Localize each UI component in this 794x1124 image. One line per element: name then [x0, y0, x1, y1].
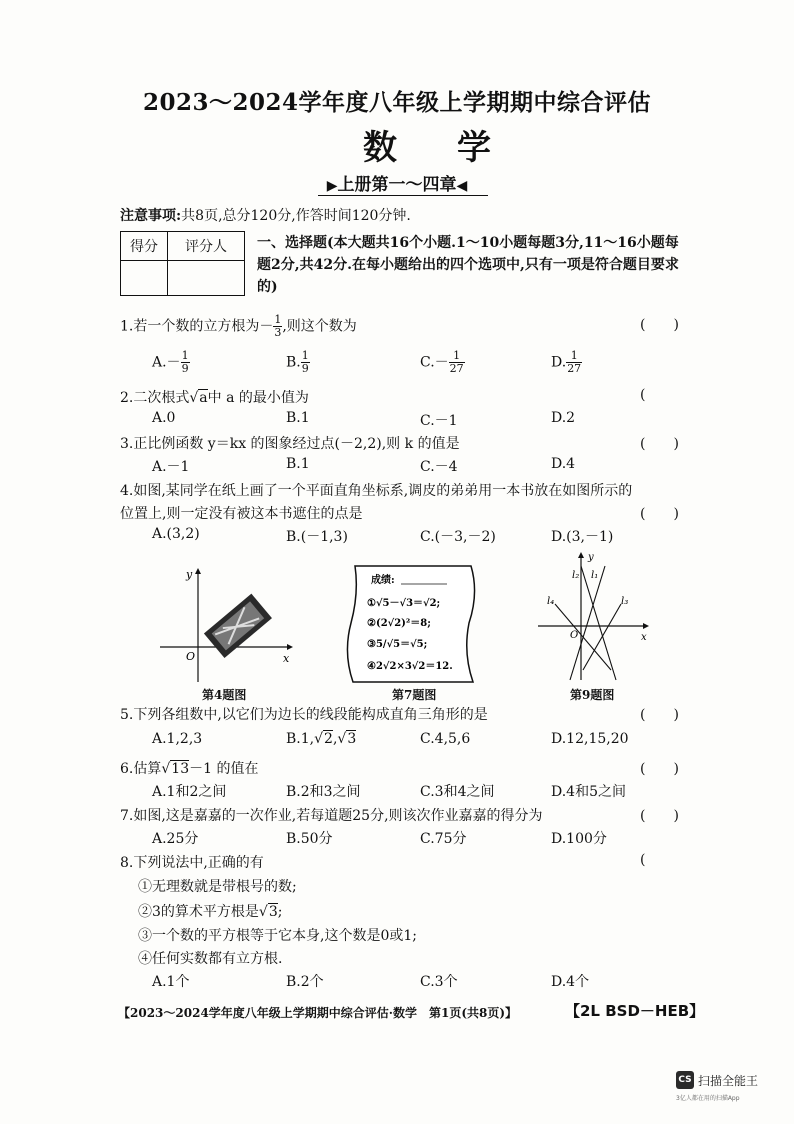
score-header: 得分: [121, 232, 168, 261]
figure-9-caption: 第9题图: [570, 688, 615, 702]
fig7-line-2: ②(2√2)²＝8;: [367, 618, 431, 629]
chapter-scope-label: 上册第一～四章: [337, 175, 457, 195]
fig4-book: [204, 594, 272, 658]
q7-option-b: B.50分: [286, 831, 333, 847]
figure-4-caption: 第4题图: [202, 688, 247, 702]
q1-a-label: A.－: [152, 354, 181, 371]
question-2: 2.二次根式√a中 a 的最小值为: [120, 390, 309, 406]
scope-underline: [318, 195, 488, 196]
q2-option-c: C.－1: [420, 413, 458, 429]
q6-option-c: C.3和4之间: [420, 784, 495, 800]
q5-option-c: C.4,5,6: [420, 731, 471, 747]
q5-b-label: B.1,: [286, 731, 315, 747]
fig9-y-label: y: [588, 552, 594, 563]
q1-d-label: D.: [551, 354, 567, 371]
fig9-x-label: x: [641, 632, 647, 643]
question-8: 8.下列说法中,正确的有: [120, 855, 264, 871]
subject-title: 数学: [363, 128, 551, 168]
q8-statement-1: ①无理数就是带根号的数;: [138, 879, 297, 895]
q6-radicand: 13: [171, 761, 190, 777]
q3-option-c: C.－4: [420, 459, 458, 475]
q6-option-b: B.2和3之间: [286, 784, 361, 800]
q6-option-a: A.1和2之间: [152, 784, 227, 800]
q2-radicand: a: [199, 390, 208, 406]
q7-option-c: C.75分: [420, 831, 467, 847]
q1-fraction: [273, 314, 282, 339]
q1-option-d: [551, 350, 582, 375]
fig9-l2-label: l₂: [572, 570, 580, 581]
q6-stem-a: 6.估算: [120, 761, 162, 777]
notice-label: 注意事项:: [120, 208, 182, 224]
q6-option-d: D.4和5之间: [551, 784, 626, 800]
exam-notice: [120, 205, 411, 225]
q2-option-b: B.1: [286, 410, 310, 426]
fig9-l4-label: l₄: [547, 596, 555, 607]
figure-7: [343, 563, 481, 685]
q1-answer-paren: ( ): [640, 317, 679, 333]
q1-c-num: 1: [449, 350, 465, 363]
q8-option-c: C.3个: [420, 974, 458, 990]
q8-answer-paren: (: [640, 852, 646, 868]
q3-answer-paren: ( ): [640, 436, 679, 452]
q8-s2-a: ②3的算术平方根是: [138, 904, 259, 920]
exam-title: 2023～2024学年度八年级上学期期中综合评估: [142, 89, 652, 116]
q8-option-a: A.1个: [152, 974, 190, 990]
scanner-tagline: 3亿人都在用的扫描App: [676, 1095, 740, 1102]
q1-b-den: 9: [301, 362, 309, 375]
q1-option-c: [420, 350, 465, 375]
fig7-line-4: ④2√2×3√2＝12.: [367, 661, 453, 672]
fig7-title: 成绩:: [371, 575, 395, 586]
q1-a-num: 1: [181, 349, 189, 362]
q6-answer-paren: ( ): [640, 761, 679, 777]
q2-option-d: D.2: [551, 410, 576, 426]
q5-option-b: B.1,√2,√3: [286, 731, 357, 747]
q5-option-d: D.12,15,20: [551, 731, 629, 747]
q3-option-d: D.4: [551, 456, 576, 472]
q7-option-a: A.25分: [152, 831, 199, 847]
q2-stem-b: 中 a 的最小值为: [207, 390, 309, 406]
q8-statement-2: ②3的算术平方根是√3;: [138, 904, 283, 920]
q7-answer-paren: ( ): [640, 808, 679, 824]
q8-statement-4: ④任何实数都有立方根.: [138, 951, 283, 967]
q5-b-radicand-1: 2: [324, 731, 333, 747]
q4-option-c: C.(－3,－2): [420, 529, 496, 545]
fig4-origin-label: O: [186, 650, 196, 663]
q3-option-a: A.－1: [152, 459, 190, 475]
q8-s2-radicand: 3: [268, 904, 278, 920]
fig9-x-arrow: [643, 623, 649, 629]
grader-header: 评分人: [168, 232, 245, 261]
question-5: 5.下列各组数中,以它们为边长的线段能构成直角三角形的是: [120, 707, 488, 723]
question-1: [120, 314, 357, 339]
exam-code: 【2L BSD－HEB】: [565, 1002, 705, 1020]
q2-option-a: A.0: [152, 410, 176, 426]
fig7-line-3: ③5/√5＝√5;: [367, 639, 428, 650]
q8-statement-3: ③一个数的平方根等于它本身,这个数是0或1;: [138, 928, 417, 944]
q5-option-a: A.1,2,3: [152, 731, 203, 747]
q1-stem-b: ,则这个数为: [282, 318, 357, 335]
q1-b-num: 1: [301, 349, 309, 362]
fig4-x-label: x: [283, 652, 290, 665]
q1-stem-a: 1.若一个数的立方根为－: [120, 318, 274, 335]
question-4-line-2: 位置上,则一定没有被这本书遮住的点是: [120, 506, 363, 522]
q5-b-radicand-2: 3: [347, 731, 357, 747]
left-triangle-icon: ◀: [456, 178, 468, 194]
fig4-y-arrow: [195, 568, 201, 574]
q1-b-label: B.: [286, 354, 301, 371]
fig9-line-l2: [581, 566, 616, 680]
scanner-app-name: 扫描全能王: [698, 1074, 759, 1088]
q1-option-b: [286, 350, 310, 375]
q2-answer-paren: (: [640, 387, 646, 403]
fig7-line-1: ①√5－√3＝√2;: [367, 598, 441, 609]
q1-frac-num: 1: [274, 313, 282, 326]
question-4-line-1: 4.如图,某同学在纸上画了一个平面直角坐标系,调皮的弟弟用一本书放在如图所示的: [120, 483, 633, 499]
chapter-scope: [0, 170, 794, 195]
q4-answer-paren: ( ): [640, 506, 679, 522]
q1-d-den: 27: [567, 362, 582, 375]
q8-s2-b: ;: [277, 904, 283, 920]
q5-answer-paren: ( ): [640, 707, 679, 723]
q7-option-d: D.100分: [551, 831, 607, 847]
q3-option-b: B.1: [286, 456, 310, 472]
question-3: 3.正比例函数 y＝kx 的图象经过点(－2,2),则 k 的值是: [120, 436, 460, 452]
fig9-origin-label: O: [570, 630, 579, 641]
score-table: [120, 231, 245, 296]
q1-c-den: 27: [449, 362, 464, 375]
fig9-l1-label: l₁: [591, 570, 599, 581]
fig9-y-arrow: [578, 552, 584, 558]
q2-stem-a: 2.二次根式: [120, 390, 190, 406]
q5-b-sep: ,: [332, 731, 338, 747]
fig9-l3-label: l₃: [621, 596, 629, 607]
q4-option-d: D.(3,－1): [551, 529, 614, 545]
question-6: 6.估算√13－1 的值在: [120, 761, 259, 777]
page-footer: 【2023～2024学年度八年级上学期期中综合评估·数学 第1页(共8页)】: [118, 1006, 518, 1020]
figure-9: [533, 548, 653, 683]
q1-frac-den: 3: [274, 326, 282, 339]
q4-option-a: A.(3,2): [152, 526, 200, 542]
q6-stem-b: －1 的值在: [189, 761, 259, 777]
notice-text: 共8页,总分120分,作答时间120分钟.: [181, 208, 411, 224]
q8-option-b: B.2个: [286, 974, 324, 990]
q4-option-b: B.(－1,3): [286, 529, 348, 545]
q1-a-den: 9: [181, 362, 189, 375]
section-instruction: 一、选择题(本大题共16个小题.1～10小题每题3分,11～16小题每题2分,共42分.在每小题给出的四个选项中,只有一项是符合题目要求的): [257, 235, 679, 295]
grader-cell: [168, 261, 245, 296]
score-cell: [121, 261, 168, 296]
fig4-y-label: y: [186, 568, 193, 581]
question-7: 7.如图,这是嘉嘉的一次作业,若每道题25分,则该次作业嘉嘉的得分为: [120, 808, 543, 824]
right-triangle-icon: ▶: [326, 178, 338, 194]
q1-d-num: 1: [566, 350, 582, 363]
figure-4: [155, 562, 295, 687]
camscanner-logo-icon: CS: [676, 1071, 694, 1089]
q1-c-label: C.－: [420, 354, 449, 371]
figure-7-caption: 第7题图: [392, 688, 437, 702]
fig4-x-arrow: [287, 644, 293, 650]
q1-option-a: [152, 350, 190, 375]
q8-option-d: D.4个: [551, 974, 590, 990]
